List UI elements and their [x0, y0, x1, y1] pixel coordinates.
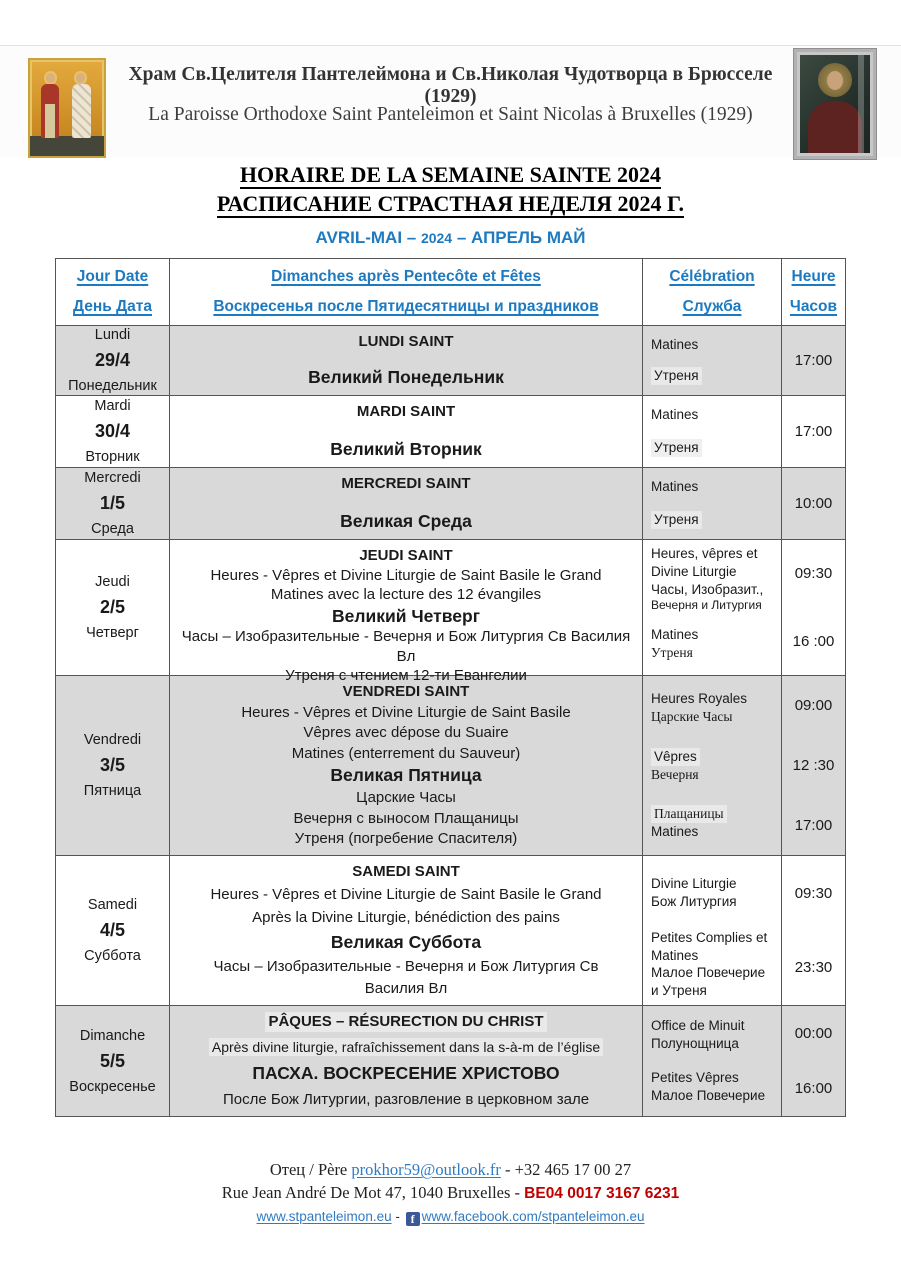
service-block	[643, 927, 781, 1002]
feast-cell	[170, 468, 643, 539]
feast-line: VENDREDI SAINT	[342, 683, 470, 700]
day-date: 5/5	[99, 1050, 126, 1071]
feast-line: Великая Пятница	[330, 765, 482, 786]
column-header-time-ru: Часов	[789, 297, 838, 315]
service-line: Matines	[651, 479, 699, 495]
subtitle-year: 2024	[420, 230, 453, 246]
feast-line: Vêpres avec dépose du Suaire	[303, 724, 509, 742]
highlighted-text: Утреня	[651, 367, 702, 385]
highlighted-text: Утреня	[651, 439, 702, 457]
day-name-fr: Vendredi	[83, 732, 142, 748]
facebook-link[interactable]: www.facebook.com/stpanteleimon.eu	[421, 1209, 645, 1224]
service-line: Часы, Изобразит.,	[651, 581, 764, 597]
street-address: Rue Jean André De Mot 47, 1040 Bruxelles -	[221, 1183, 525, 1202]
time-slot	[782, 736, 845, 796]
icon-background	[800, 55, 870, 153]
time-value: 12 :30	[792, 757, 835, 774]
service-line: Matines	[651, 947, 699, 963]
saint-figure-head	[76, 73, 85, 83]
time-slot	[782, 396, 845, 467]
email-link[interactable]: prokhor59@outlook.fr	[351, 1160, 501, 1179]
service-line	[651, 511, 773, 529]
priest-label: Отец / Père	[269, 1160, 352, 1179]
column-header-celebration	[643, 259, 782, 325]
service-line: Divine Liturgie	[651, 563, 737, 579]
service-block	[643, 361, 781, 393]
service-line: Вечерня	[651, 766, 699, 782]
celebration-cell	[643, 396, 782, 467]
feast-line: JEUDI SAINT	[359, 547, 453, 564]
table-row	[56, 856, 845, 1006]
time-cell	[782, 1006, 845, 1116]
day-name-fr: Samedi	[87, 897, 138, 913]
celebration-cell	[643, 676, 782, 855]
schedule-table	[55, 258, 846, 1117]
column-header-day-fr: Jour Date	[76, 268, 149, 285]
service-line: Утреня	[651, 645, 693, 661]
time-value: 09:30	[794, 565, 833, 583]
feast-line: Вечерня с выносом Плащаницы	[293, 809, 519, 827]
time-value: 17:00	[794, 816, 833, 834]
subtitle-prefix: AVRIL-MAI –	[315, 228, 421, 247]
feast-line: Heures - Vêpres et Divine Liturgie de Saint Basile	[241, 703, 571, 721]
time-cell	[782, 326, 845, 395]
day-date: 30/4	[94, 421, 131, 441]
feast-line: ПАСХА. ВОСКРЕСЕНИЕ ХРИСТОВО	[252, 1062, 560, 1083]
icon-ground	[30, 136, 104, 156]
contact-line-priest	[0, 1158, 901, 1181]
website-link[interactable]: www.stpanteleimon.eu	[256, 1209, 392, 1224]
feast-line: Après la Divine Liturgie, bénédiction des pains	[252, 908, 560, 926]
month-subtitle	[0, 228, 901, 248]
phone-number: - +32 465 17 00 27	[500, 1160, 632, 1179]
time-slot	[782, 795, 845, 855]
column-header-feast-fr: Dimanches après Pentecôte et Fêtes	[271, 268, 541, 285]
table-row	[56, 676, 845, 856]
feast-line: Великий Вторник	[330, 439, 482, 460]
time-value: 00:00	[794, 1025, 833, 1042]
saint-figure-robe	[45, 104, 55, 138]
time-value: 17:00	[794, 352, 833, 369]
saint-figure-head	[46, 73, 55, 83]
title-line-fr: HORAIRE DE LA SEMAINE SAINTE 2024	[239, 162, 662, 187]
service-block	[643, 737, 781, 795]
column-header-feast-ru: Воскресенья после Пятидесятницы и праздников	[213, 297, 599, 315]
column-header-feast	[170, 259, 643, 325]
table-header-row	[56, 259, 845, 326]
feast-cell	[170, 540, 643, 685]
time-cell	[782, 856, 845, 1005]
feast-line: Часы – Изобразительные - Вечерня и Бож Литургия Св	[213, 957, 599, 975]
service-line: Matines	[651, 627, 699, 643]
service-line: Малое Повечерие	[651, 1088, 766, 1103]
feast-line: SAMEDI SAINT	[352, 863, 460, 880]
service-block	[643, 1061, 781, 1113]
service-line: Matines	[651, 407, 699, 423]
highlighted-text: PÂQUES – RÉSURECTION DU CHRIST	[265, 1012, 546, 1032]
column-header-celebration-fr: Célébration	[669, 268, 755, 285]
day-name-ru: Вторник	[85, 449, 140, 465]
panteleimon-icon-image	[793, 48, 877, 160]
facebook-icon	[406, 1212, 420, 1226]
time-cell	[782, 540, 845, 675]
feast-line	[265, 1012, 546, 1032]
service-block	[643, 1009, 781, 1061]
service-block	[643, 471, 781, 504]
feast-line	[209, 1038, 603, 1056]
feast-cell	[170, 856, 643, 1005]
day-cell	[56, 396, 170, 467]
service-block	[643, 616, 781, 672]
time-cell	[782, 396, 845, 467]
time-value: 17:00	[794, 423, 833, 440]
time-slot	[782, 1061, 845, 1116]
feast-line: MERCREDI SAINT	[341, 475, 471, 492]
service-line: Heures Royales	[651, 691, 748, 707]
bank-account-number: BE04 0017 3167 6231	[524, 1185, 680, 1202]
service-block	[643, 859, 781, 927]
feast-line: Утреня с чтением 12-ти Евангелии	[285, 667, 527, 685]
contact-line-web	[0, 1205, 901, 1229]
day-name-fr: Mercredi	[84, 470, 141, 486]
day-date: 1/5	[99, 493, 126, 513]
service-line: Petites Vêpres	[651, 1070, 739, 1086]
column-header-celebration-ru: Служба	[682, 297, 742, 315]
time-value: 16:00	[794, 1080, 833, 1097]
subtitle-suffix: – АПРЕЛЬ МАЙ	[452, 228, 586, 247]
celebration-cell	[643, 1006, 782, 1116]
feast-line: Matines avec la lecture des 12 évangiles	[270, 586, 542, 603]
highlighted-text: Утреня	[651, 511, 702, 529]
time-slot	[782, 468, 845, 539]
day-cell	[56, 1006, 170, 1116]
time-cell	[782, 676, 845, 855]
feast-line: Великий Четверг	[332, 605, 480, 626]
feast-line: Великая Среда	[340, 511, 472, 532]
day-name-fr: Lundi	[94, 327, 131, 343]
time-slot	[782, 676, 845, 736]
service-line	[651, 439, 773, 457]
feast-line: После Бож Литургии, разговление в церковном зале	[222, 1091, 590, 1109]
day-date: 2/5	[99, 597, 126, 617]
contact-footer	[0, 1158, 901, 1229]
table-row	[56, 396, 845, 468]
saint-face	[827, 71, 843, 90]
celebration-cell	[643, 468, 782, 539]
service-line: Matines	[651, 336, 699, 352]
church-header-banner	[0, 45, 901, 158]
celebration-cell	[643, 856, 782, 1005]
service-line: Малое Повечерие	[651, 965, 766, 981]
service-block	[643, 679, 781, 737]
time-slot	[782, 326, 845, 395]
column-header-time	[782, 259, 845, 325]
church-name-fr: La Paroisse Orthodoxe Saint Panteleimon et Saint Nicolas à Bruxelles (1929)	[148, 104, 753, 125]
feast-line: Василия Вл	[364, 980, 448, 998]
service-line: и Утреня	[651, 983, 707, 999]
day-cell	[56, 326, 170, 395]
feast-line: Царские Часы	[356, 789, 456, 807]
service-line: Heures, vêpres et	[651, 546, 758, 561]
day-name-fr: Jeudi	[95, 574, 130, 590]
feast-line: Часы – Изобразительные - Вечерня и Бож Литургия Св Василия Вл	[181, 628, 631, 665]
time-value: 09:00	[794, 697, 833, 715]
time-cell	[782, 468, 845, 539]
service-block	[643, 399, 781, 432]
link-separator: -	[391, 1209, 404, 1224]
contact-line-address	[0, 1181, 901, 1205]
day-name-fr: Mardi	[94, 398, 131, 414]
feast-cell	[170, 326, 643, 395]
feast-line: Matines (enterrement du Sauveur)	[291, 744, 521, 762]
saint-robe	[808, 101, 862, 153]
feast-line: MARDI SAINT	[356, 403, 456, 420]
day-date: 4/5	[99, 920, 126, 940]
day-name-ru: Суббота	[84, 948, 141, 964]
time-value: 10:00	[794, 495, 833, 512]
time-slot	[782, 931, 845, 1006]
time-slot	[782, 608, 845, 676]
day-cell	[56, 856, 170, 1005]
day-date: 3/5	[99, 755, 126, 775]
page-title	[0, 160, 901, 218]
saint-figure-body	[72, 84, 91, 138]
column-header-time-fr: Heure	[791, 268, 836, 285]
day-name-ru: Четверг	[86, 625, 139, 641]
service-line	[651, 748, 773, 766]
table-row	[56, 468, 845, 540]
feast-line: LUNDI SAINT	[358, 333, 454, 350]
celebration-cell	[643, 540, 782, 675]
service-line: Matines	[651, 824, 699, 840]
service-line	[651, 805, 773, 823]
service-line: Petites Complies et	[651, 929, 768, 945]
time-slot	[782, 1006, 845, 1061]
service-block	[643, 794, 781, 852]
feast-line: Великий Понедельник	[308, 367, 504, 388]
service-block	[643, 329, 781, 361]
church-name-ru: Храм Св.Целителя Пантелеймона и Св.Николая Чудотворца в Брюсселе (1929)	[128, 64, 773, 107]
day-cell	[56, 676, 170, 855]
feast-cell	[170, 396, 643, 467]
day-name-ru: Воскресенье	[69, 1078, 156, 1095]
service-line: Царские Часы	[651, 708, 733, 724]
service-line: Divine Liturgie	[651, 876, 737, 892]
service-block	[643, 432, 781, 465]
service-line: Office de Minuit	[651, 1018, 745, 1034]
service-block	[643, 504, 781, 537]
column-header-day	[56, 259, 170, 325]
service-block	[643, 543, 781, 616]
table-row	[56, 1006, 845, 1116]
service-line: Полунощница	[651, 1036, 739, 1051]
day-cell	[56, 540, 170, 675]
service-line: Вечерня и Литургия	[651, 598, 762, 613]
day-date: 29/4	[94, 350, 131, 370]
highlighted-text: Плащаницы	[651, 805, 727, 823]
feast-line: Heures - Vêpres et Divine Liturgie de Saint Basile le Grand	[210, 885, 602, 903]
day-name-ru: Пятница	[83, 783, 142, 799]
highlighted-text: Vêpres	[651, 748, 700, 766]
feast-line: Heures - Vêpres et Divine Liturgie de Saint Basile le Grand	[210, 566, 602, 584]
day-name-ru: Среда	[91, 521, 134, 537]
time-value: 09:30	[794, 884, 833, 902]
time-value: 16 :00	[792, 632, 835, 650]
saints-icon-image	[28, 58, 106, 158]
feast-line: Утреня (погребение Спасителя)	[294, 830, 518, 848]
table-body	[56, 326, 845, 1116]
feast-line: Великая Суббота	[330, 931, 482, 952]
feast-cell	[170, 676, 643, 855]
table-row	[56, 326, 845, 396]
table-row	[56, 540, 845, 685]
feast-cell	[170, 1006, 643, 1116]
day-name-ru: Понедельник	[68, 378, 157, 394]
day-cell	[56, 468, 170, 539]
title-line-ru: РАСПИСАНИЕ СТРАСТНАЯ НЕДЕЛЯ 2024 Г.	[216, 191, 685, 216]
column-header-day-ru: День Дата	[73, 297, 152, 315]
service-line	[651, 367, 773, 385]
service-line: Бож Литургия	[651, 893, 737, 909]
day-name-fr: Dimanche	[79, 1027, 146, 1044]
time-slot	[782, 856, 845, 931]
highlighted-text: Après divine liturgie, rafraîchissement dans la s-à-m de l’église	[209, 1038, 603, 1056]
celebration-cell	[643, 326, 782, 395]
time-slot	[782, 540, 845, 608]
light-streak	[858, 55, 864, 153]
time-value: 23:30	[794, 959, 833, 977]
